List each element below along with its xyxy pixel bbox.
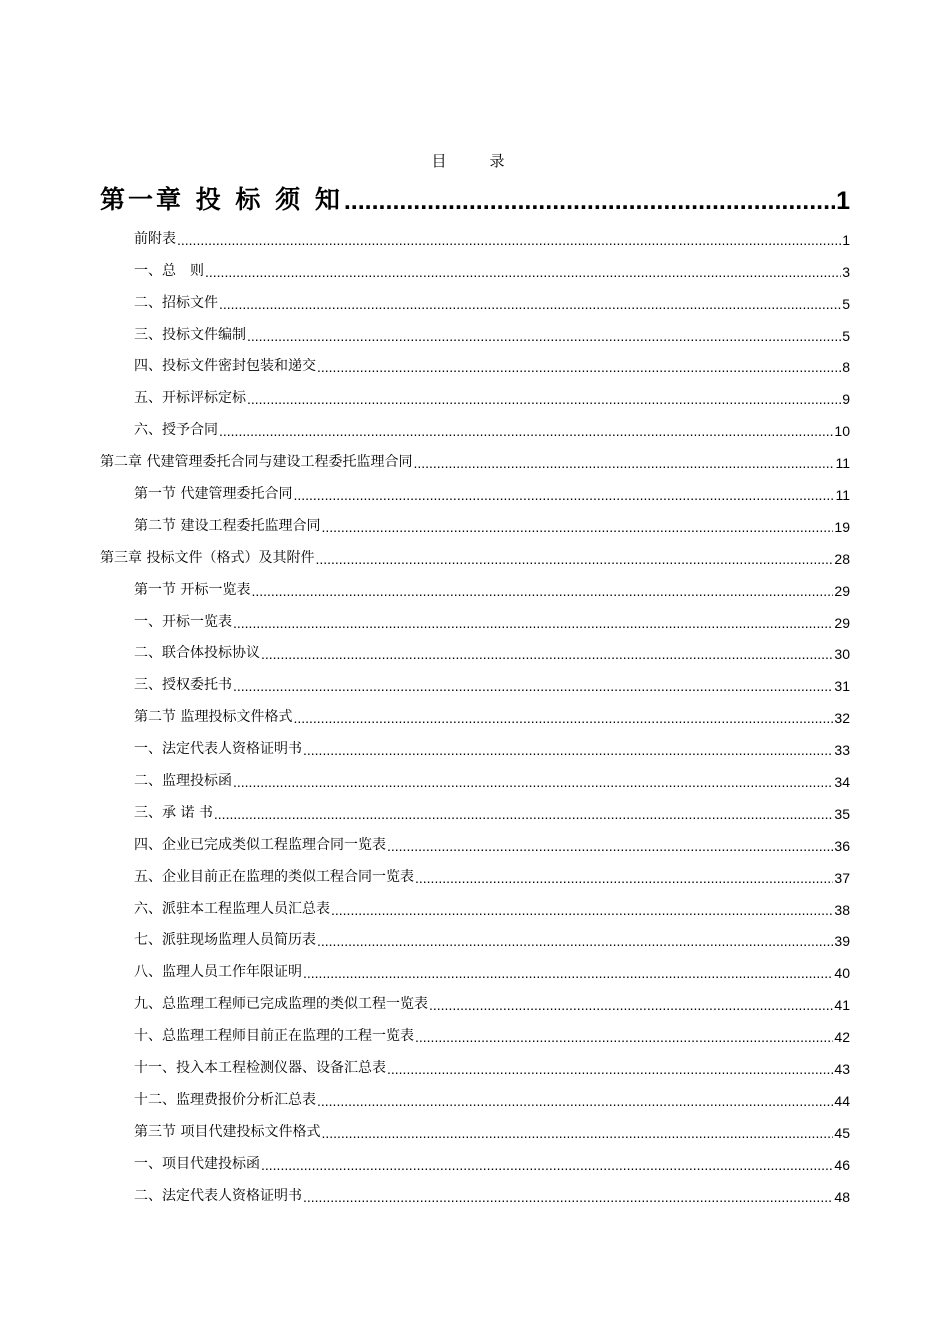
- toc-page-number: 37: [834, 869, 850, 886]
- toc-page-number: 43: [834, 1061, 850, 1078]
- toc-entry-label: 六、授予合同: [134, 422, 218, 439]
- toc-entry[interactable]: [100, 1045, 850, 1077]
- toc-dot-leader: [331, 902, 833, 918]
- toc-page-number: 42: [834, 1029, 850, 1046]
- toc-entry[interactable]: [100, 854, 850, 886]
- toc-dot-leader: [261, 646, 833, 662]
- toc-entry[interactable]: [100, 822, 850, 854]
- table-of-contents: [100, 178, 850, 1205]
- toc-dot-leader: [233, 615, 833, 631]
- toc-entry-label: 第三章 投标文件（格式）及其附件: [100, 549, 315, 566]
- toc-entry-label: 第二节 监理投标文件格式: [134, 709, 293, 726]
- toc-dot-leader: [247, 328, 841, 344]
- toc-dot-leader: [303, 965, 833, 981]
- toc-page-number: 46: [834, 1156, 850, 1173]
- toc-entry[interactable]: [100, 567, 850, 599]
- toc-entry[interactable]: [100, 949, 850, 981]
- toc-dot-leader: [205, 264, 841, 280]
- toc-entry[interactable]: [100, 1077, 850, 1109]
- toc-page-number: 35: [834, 805, 850, 822]
- toc-entry-label: 二、招标文件: [134, 294, 218, 311]
- toc-entry[interactable]: [100, 918, 850, 950]
- toc-entry[interactable]: [100, 344, 850, 376]
- toc-entry-label: 九、总监理工程师已完成监理的类似工程一览表: [134, 996, 428, 1013]
- toc-dot-leader: [429, 997, 833, 1013]
- toc-dot-leader: [219, 423, 833, 439]
- toc-dot-leader: [251, 583, 833, 599]
- toc-page-number: 5: [842, 327, 850, 344]
- toc-entry-label: 一、总 则: [134, 262, 204, 279]
- toc-entry[interactable]: [100, 439, 850, 471]
- toc-entry-label: 五、企业目前正在监理的类似工程合同一览表: [134, 868, 414, 885]
- toc-entry-label: 十二、监理费报价分析汇总表: [134, 1091, 316, 1108]
- toc-entry[interactable]: [100, 1173, 850, 1205]
- toc-entry[interactable]: [100, 503, 850, 535]
- toc-page-number: 11: [835, 487, 850, 504]
- toc-entry[interactable]: [100, 599, 850, 631]
- toc-dot-leader: [261, 1157, 833, 1173]
- toc-page-number: 38: [834, 901, 850, 918]
- toc-dot-leader: [315, 551, 833, 567]
- toc-entry-label: 五、开标评标定标: [134, 390, 246, 407]
- toc-entry[interactable]: [100, 216, 850, 248]
- toc-page-number: 36: [834, 837, 850, 854]
- toc-page-number: 29: [834, 582, 850, 599]
- toc-dot-leader: [219, 296, 841, 312]
- toc-entry[interactable]: [100, 1109, 850, 1141]
- toc-entry[interactable]: [100, 1013, 850, 1045]
- toc-dot-leader: [321, 519, 833, 535]
- toc-dot-leader: [344, 187, 835, 216]
- toc-entry[interactable]: [100, 535, 850, 567]
- toc-dot-leader: [317, 933, 833, 949]
- toc-page-number: 34: [834, 774, 850, 791]
- toc-dot-leader: [303, 1189, 833, 1205]
- toc-entry-label: 十一、投入本工程检测仪器、设备汇总表: [134, 1060, 386, 1077]
- toc-page-number: 48: [834, 1188, 850, 1205]
- toc-page-number: 3: [842, 263, 850, 280]
- toc-page-number: 41: [834, 997, 850, 1014]
- toc-entry-label: 第二节 建设工程委托监理合同: [134, 517, 321, 534]
- toc-dot-leader: [233, 678, 833, 694]
- toc-page-number: 44: [834, 1092, 850, 1109]
- toc-entry[interactable]: [100, 312, 850, 344]
- toc-title: 目 录: [431, 152, 519, 170]
- toc-page-number: 33: [834, 742, 850, 759]
- toc-dot-leader: [247, 391, 841, 407]
- toc-entry-label: 第二章 代建管理委托合同与建设工程委托监理合同: [100, 454, 413, 471]
- toc-dot-leader: [387, 838, 833, 854]
- toc-entry[interactable]: [100, 631, 850, 663]
- toc-entry[interactable]: [100, 471, 850, 503]
- toc-entry-label: 第一节 开标一览表: [134, 581, 251, 598]
- toc-dot-leader: [233, 774, 833, 790]
- toc-entry[interactable]: [100, 178, 850, 216]
- toc-dot-leader: [387, 1061, 833, 1077]
- toc-dot-leader: [415, 1029, 833, 1045]
- toc-entry-label: 三、投标文件编制: [134, 326, 246, 343]
- toc-page-number: 32: [834, 710, 850, 727]
- toc-entry-label: 七、派驻现场监理人员简历表: [134, 932, 316, 949]
- toc-entry-label: 一、法定代表人资格证明书: [134, 741, 302, 758]
- toc-entry-label: 四、企业已完成类似工程监理合同一览表: [134, 836, 386, 853]
- toc-page-number: 19: [834, 518, 850, 535]
- toc-page-number: 8: [842, 359, 850, 376]
- toc-dot-leader: [415, 870, 833, 886]
- toc-entry-label: 八、监理人员工作年限证明: [134, 964, 302, 981]
- toc-entry-label: 二、联合体投标协议: [134, 645, 260, 662]
- toc-entry-label: 一、项目代建投标函: [134, 1155, 260, 1172]
- toc-entry[interactable]: [100, 280, 850, 312]
- toc-dot-leader: [413, 455, 834, 471]
- toc-page-number: 1: [836, 187, 850, 215]
- toc-entry-label: 第一章 投 标 须 知: [100, 185, 343, 214]
- toc-page-number: 5: [842, 295, 850, 312]
- toc-entry-label: 二、法定代表人资格证明书: [134, 1187, 302, 1204]
- toc-entry-label: 四、投标文件密封包装和递交: [134, 358, 316, 375]
- toc-entry-label: 二、监理投标函: [134, 773, 232, 790]
- toc-dot-leader: [317, 1093, 833, 1109]
- toc-page-number: 30: [834, 646, 850, 663]
- toc-page-number: 40: [834, 965, 850, 982]
- toc-page-number: 10: [834, 423, 850, 440]
- toc-entry[interactable]: [100, 375, 850, 407]
- toc-page-number: 31: [834, 678, 850, 695]
- toc-entry-label: 十、总监理工程师目前正在监理的工程一览表: [134, 1028, 414, 1045]
- toc-page-number: 39: [834, 933, 850, 950]
- toc-entry-label: 第一节 代建管理委托合同: [134, 486, 293, 503]
- toc-dot-leader: [177, 232, 841, 248]
- toc-entry-label: 一、开标一览表: [134, 613, 232, 630]
- toc-entry[interactable]: [100, 726, 850, 758]
- toc-page-number: 11: [835, 455, 850, 472]
- toc-entry[interactable]: [100, 407, 850, 439]
- toc-page-number: 29: [834, 614, 850, 631]
- toc-entry-label: 三、授权委托书: [134, 677, 232, 694]
- toc-entry[interactable]: [100, 886, 850, 918]
- toc-entry[interactable]: [100, 662, 850, 694]
- toc-dot-leader: [317, 359, 841, 375]
- toc-page-number: 45: [834, 1124, 850, 1141]
- toc-dot-leader: [214, 806, 834, 822]
- toc-dot-leader: [303, 742, 833, 758]
- toc-entry[interactable]: [100, 758, 850, 790]
- toc-entry-label: 六、派驻本工程监理人员汇总表: [134, 900, 330, 917]
- toc-entry[interactable]: [100, 981, 850, 1013]
- toc-entry[interactable]: [100, 248, 850, 280]
- toc-entry[interactable]: [100, 1141, 850, 1173]
- toc-page-number: 9: [842, 391, 850, 408]
- toc-dot-leader: [293, 710, 833, 726]
- toc-entry-label: 三、承 诺 书: [134, 804, 213, 821]
- toc-entry[interactable]: [100, 694, 850, 726]
- toc-dot-leader: [321, 1125, 833, 1141]
- toc-page-number: 1: [842, 231, 850, 248]
- toc-dot-leader: [293, 487, 834, 503]
- toc-entry[interactable]: [100, 790, 850, 822]
- toc-entry-label: 第三节 项目代建投标文件格式: [134, 1123, 321, 1140]
- toc-page-number: 28: [834, 550, 850, 567]
- toc-entry-label: 前附表: [134, 230, 176, 247]
